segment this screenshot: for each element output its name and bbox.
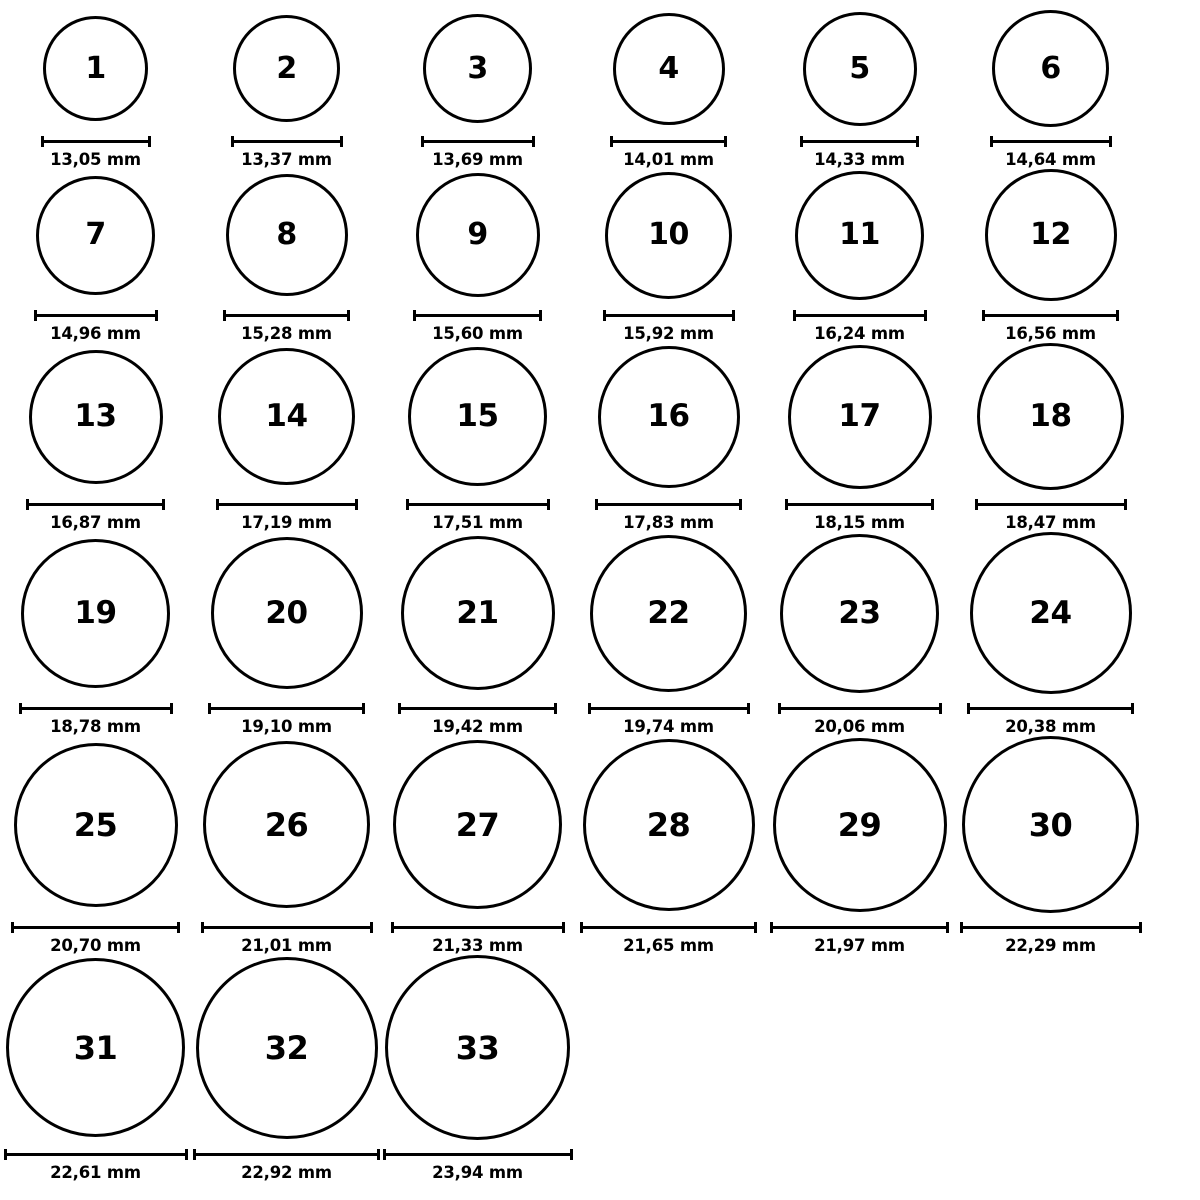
diameter-label: 18,15 mm bbox=[814, 513, 905, 532]
ring-circle-wrap bbox=[977, 343, 1124, 490]
measure-bar-icon bbox=[398, 703, 557, 713]
ring-size-cell[interactable] bbox=[0, 343, 191, 532]
diameter-label: 17,51 mm bbox=[432, 513, 523, 532]
diameter-label: 16,56 mm bbox=[1005, 324, 1096, 343]
ring-circle-wrap bbox=[605, 169, 732, 301]
diameter-label: 18,78 mm bbox=[50, 717, 141, 736]
ring-size-number: 4 bbox=[658, 50, 679, 86]
diameter-label: 19,42 mm bbox=[432, 717, 523, 736]
diameter-label: 22,92 mm bbox=[241, 1163, 332, 1182]
measure-bar-icon bbox=[595, 499, 742, 509]
ring-circle-wrap bbox=[43, 10, 148, 127]
ring-circle bbox=[233, 15, 340, 122]
ring-circle bbox=[590, 535, 747, 692]
diameter-measure bbox=[960, 922, 1142, 955]
diameter-label: 21,97 mm bbox=[814, 936, 905, 955]
ring-size-number: 6 bbox=[1040, 50, 1061, 86]
ring-size-cell[interactable] bbox=[955, 169, 1146, 343]
ring-size-cell[interactable] bbox=[0, 736, 191, 955]
measure-bar-icon bbox=[216, 499, 358, 509]
ring-circle-wrap bbox=[408, 343, 547, 490]
ring-circle-wrap bbox=[795, 169, 924, 301]
diameter-label: 20,38 mm bbox=[1005, 717, 1096, 736]
ring-circle bbox=[985, 169, 1117, 301]
ring-circle bbox=[393, 740, 562, 909]
ring-circle bbox=[598, 346, 740, 488]
ring-size-number: 17 bbox=[838, 398, 881, 434]
ring-size-number: 19 bbox=[74, 594, 117, 631]
ring-circle-wrap bbox=[583, 736, 755, 913]
measure-bar-icon bbox=[778, 703, 942, 713]
measure-bar-icon bbox=[967, 703, 1134, 713]
ring-size-cell[interactable] bbox=[955, 532, 1146, 736]
ring-size-cell[interactable] bbox=[955, 343, 1146, 532]
measure-bar-icon bbox=[580, 922, 757, 932]
diameter-label: 15,60 mm bbox=[432, 324, 523, 343]
diameter-measure bbox=[11, 922, 180, 955]
ring-circle-wrap bbox=[401, 532, 555, 694]
ring-circle-wrap bbox=[788, 343, 932, 490]
ring-circle bbox=[43, 16, 148, 121]
ring-size-number: 18 bbox=[1029, 398, 1072, 434]
ring-size-cell[interactable] bbox=[191, 343, 382, 532]
ring-circle-wrap bbox=[803, 10, 917, 127]
diameter-label: 15,28 mm bbox=[241, 324, 332, 343]
ring-circle bbox=[226, 174, 348, 296]
diameter-measure bbox=[193, 1149, 380, 1182]
ring-size-number: 22 bbox=[647, 594, 690, 631]
ring-circle bbox=[211, 537, 363, 689]
diameter-measure bbox=[990, 136, 1112, 169]
ring-size-number: 2 bbox=[276, 50, 297, 86]
measure-bar-icon bbox=[223, 310, 350, 320]
ring-circle bbox=[36, 176, 155, 295]
ring-circle-wrap bbox=[233, 10, 340, 127]
ring-circle bbox=[970, 532, 1132, 694]
size-row bbox=[0, 532, 1200, 736]
ring-circle-wrap bbox=[992, 10, 1109, 127]
measure-bar-icon bbox=[982, 310, 1119, 320]
ring-circle-wrap bbox=[29, 343, 163, 490]
diameter-measure bbox=[793, 310, 927, 343]
diameter-measure bbox=[580, 922, 757, 955]
size-row bbox=[0, 955, 1200, 1182]
diameter-measure bbox=[208, 703, 365, 736]
diameter-measure bbox=[800, 136, 919, 169]
diameter-measure bbox=[201, 922, 373, 955]
ring-circle-wrap bbox=[613, 10, 725, 127]
ring-size-number: 25 bbox=[73, 805, 118, 844]
diameter-label: 13,69 mm bbox=[432, 150, 523, 169]
ring-circle-wrap bbox=[203, 736, 370, 913]
ring-size-number: 26 bbox=[264, 805, 309, 844]
ring-circle bbox=[977, 343, 1124, 490]
ring-size-cell[interactable] bbox=[382, 532, 573, 736]
diameter-measure bbox=[785, 499, 934, 532]
diameter-label: 15,92 mm bbox=[623, 324, 714, 343]
ring-circle bbox=[788, 345, 932, 489]
diameter-measure bbox=[34, 310, 158, 343]
diameter-label: 14,01 mm bbox=[623, 150, 714, 169]
ring-size-cell[interactable] bbox=[573, 343, 764, 532]
ring-circle-wrap bbox=[416, 169, 540, 301]
measure-bar-icon bbox=[990, 136, 1112, 146]
ring-circle-wrap bbox=[196, 955, 378, 1140]
diameter-label: 18,47 mm bbox=[1005, 513, 1096, 532]
ring-size-cell[interactable] bbox=[0, 532, 191, 736]
ring-size-number: 24 bbox=[1029, 594, 1072, 631]
diameter-label: 13,37 mm bbox=[241, 150, 332, 169]
measure-bar-icon bbox=[793, 310, 927, 320]
ring-size-number: 21 bbox=[456, 594, 499, 631]
ring-size-cell[interactable] bbox=[382, 736, 573, 955]
measure-bar-icon bbox=[383, 1149, 573, 1159]
measure-bar-icon bbox=[770, 922, 949, 932]
ring-size-number: 14 bbox=[265, 398, 308, 434]
ring-circle-wrap bbox=[773, 736, 947, 913]
measure-bar-icon bbox=[26, 499, 165, 509]
measure-bar-icon bbox=[19, 703, 173, 713]
size-row bbox=[0, 736, 1200, 955]
size-row bbox=[0, 169, 1200, 343]
diameter-label: 21,33 mm bbox=[432, 936, 523, 955]
measure-bar-icon bbox=[34, 310, 158, 320]
ring-circle-wrap bbox=[14, 736, 178, 913]
diameter-measure bbox=[41, 136, 151, 169]
ring-size-cell[interactable] bbox=[191, 736, 382, 955]
size-row bbox=[0, 343, 1200, 532]
ring-size-cell[interactable] bbox=[382, 343, 573, 532]
diameter-measure bbox=[398, 703, 557, 736]
ring-size-number: 8 bbox=[276, 217, 297, 252]
diameter-measure bbox=[413, 310, 542, 343]
ring-circle bbox=[583, 739, 755, 911]
ring-size-number: 16 bbox=[647, 398, 690, 434]
diameter-measure bbox=[770, 922, 949, 955]
ring-size-number: 33 bbox=[455, 1028, 500, 1067]
ring-size-cell[interactable] bbox=[0, 10, 191, 169]
ring-size-number: 7 bbox=[85, 217, 106, 252]
size-row bbox=[0, 10, 1200, 169]
measure-bar-icon bbox=[201, 922, 373, 932]
ring-circle-wrap bbox=[6, 955, 185, 1140]
ring-size-cell[interactable] bbox=[764, 343, 955, 532]
diameter-measure bbox=[975, 499, 1127, 532]
ring-circle bbox=[218, 348, 355, 485]
measure-bar-icon bbox=[413, 310, 542, 320]
diameter-measure bbox=[391, 922, 565, 955]
measure-bar-icon bbox=[800, 136, 919, 146]
ring-circle bbox=[773, 738, 947, 912]
ring-size-cell[interactable] bbox=[0, 169, 191, 343]
diameter-label: 17,83 mm bbox=[623, 513, 714, 532]
measure-bar-icon bbox=[603, 310, 735, 320]
diameter-label: 21,01 mm bbox=[241, 936, 332, 955]
diameter-label: 16,24 mm bbox=[814, 324, 905, 343]
ring-circle-wrap bbox=[36, 169, 155, 301]
measure-bar-icon bbox=[588, 703, 750, 713]
ring-size-number: 15 bbox=[456, 398, 499, 434]
ring-size-number: 29 bbox=[837, 805, 882, 844]
diameter-label: 17,19 mm bbox=[241, 513, 332, 532]
ring-size-number: 5 bbox=[849, 50, 870, 86]
diameter-measure bbox=[595, 499, 742, 532]
diameter-label: 23,94 mm bbox=[432, 1163, 523, 1182]
ring-size-cell[interactable] bbox=[955, 736, 1146, 955]
ring-size-cell[interactable] bbox=[573, 169, 764, 343]
ring-size-cell[interactable] bbox=[382, 955, 573, 1182]
ring-size-cell[interactable] bbox=[0, 955, 191, 1182]
ring-circle bbox=[408, 347, 547, 486]
diameter-measure bbox=[231, 136, 343, 169]
diameter-measure bbox=[610, 136, 727, 169]
ring-size-cell[interactable] bbox=[191, 532, 382, 736]
ring-circle bbox=[605, 172, 732, 299]
ring-circle bbox=[992, 10, 1109, 127]
ring-circle bbox=[385, 955, 570, 1140]
diameter-measure bbox=[4, 1149, 188, 1182]
ring-circle-wrap bbox=[985, 169, 1117, 301]
diameter-measure bbox=[26, 499, 165, 532]
diameter-measure bbox=[588, 703, 750, 736]
ring-circle bbox=[203, 741, 370, 908]
diameter-measure bbox=[603, 310, 735, 343]
measure-bar-icon bbox=[785, 499, 934, 509]
ring-size-cell[interactable] bbox=[191, 10, 382, 169]
measure-bar-icon bbox=[975, 499, 1127, 509]
diameter-measure bbox=[406, 499, 550, 532]
measure-bar-icon bbox=[4, 1149, 188, 1159]
diameter-label: 22,29 mm bbox=[1005, 936, 1096, 955]
ring-circle bbox=[196, 957, 378, 1139]
diameter-measure bbox=[383, 1149, 573, 1182]
measure-bar-icon bbox=[960, 922, 1142, 932]
measure-bar-icon bbox=[391, 922, 565, 932]
diameter-label: 22,61 mm bbox=[50, 1163, 141, 1182]
ring-size-cell[interactable] bbox=[573, 532, 764, 736]
diameter-label: 19,10 mm bbox=[241, 717, 332, 736]
ring-circle-wrap bbox=[590, 532, 747, 694]
ring-size-number: 32 bbox=[264, 1028, 309, 1067]
diameter-label: 13,05 mm bbox=[50, 150, 141, 169]
ring-circle-wrap bbox=[385, 955, 570, 1140]
measure-bar-icon bbox=[231, 136, 343, 146]
ring-size-number: 20 bbox=[265, 594, 308, 631]
diameter-measure bbox=[421, 136, 535, 169]
ring-circle bbox=[6, 958, 185, 1137]
ring-size-number: 1 bbox=[85, 50, 106, 86]
measure-bar-icon bbox=[41, 136, 151, 146]
ring-circle-wrap bbox=[211, 532, 363, 694]
measure-bar-icon bbox=[406, 499, 550, 509]
ring-circle bbox=[795, 171, 924, 300]
ring-circle bbox=[613, 13, 725, 125]
ring-size-number: 12 bbox=[1030, 217, 1071, 252]
measure-bar-icon bbox=[193, 1149, 380, 1159]
ring-circle bbox=[416, 173, 540, 297]
measure-bar-icon bbox=[208, 703, 365, 713]
ring-circle-wrap bbox=[780, 532, 939, 694]
diameter-label: 20,06 mm bbox=[814, 717, 905, 736]
ring-circle bbox=[401, 536, 555, 690]
ring-circle-wrap bbox=[423, 10, 532, 127]
diameter-label: 14,33 mm bbox=[814, 150, 905, 169]
ring-circle-wrap bbox=[598, 343, 740, 490]
diameter-measure bbox=[19, 703, 173, 736]
measure-bar-icon bbox=[421, 136, 535, 146]
ring-size-cell[interactable] bbox=[764, 169, 955, 343]
ring-size-number: 13 bbox=[74, 398, 117, 434]
ring-size-number: 28 bbox=[646, 805, 691, 844]
ring-circle bbox=[21, 539, 170, 688]
ring-circle bbox=[423, 14, 532, 123]
ring-size-number: 11 bbox=[839, 217, 880, 252]
diameter-label: 19,74 mm bbox=[623, 717, 714, 736]
ring-circle-wrap bbox=[962, 736, 1139, 913]
ring-circle-wrap bbox=[21, 532, 170, 694]
diameter-measure bbox=[223, 310, 350, 343]
measure-bar-icon bbox=[610, 136, 727, 146]
diameter-label: 21,65 mm bbox=[623, 936, 714, 955]
diameter-measure bbox=[216, 499, 358, 532]
ring-size-cell[interactable] bbox=[382, 169, 573, 343]
ring-size-number: 30 bbox=[1028, 805, 1073, 844]
ring-size-cell[interactable] bbox=[573, 10, 764, 169]
ring-size-number: 3 bbox=[467, 50, 488, 86]
ring-size-cell[interactable] bbox=[573, 736, 764, 955]
ring-circle bbox=[962, 736, 1139, 913]
ring-size-number: 27 bbox=[455, 805, 500, 844]
ring-circle bbox=[29, 350, 163, 484]
diameter-measure bbox=[982, 310, 1119, 343]
diameter-label: 14,96 mm bbox=[50, 324, 141, 343]
measure-bar-icon bbox=[11, 922, 180, 932]
ring-size-cell[interactable] bbox=[382, 10, 573, 169]
ring-size-number: 31 bbox=[73, 1028, 118, 1067]
ring-size-cell[interactable] bbox=[764, 532, 955, 736]
ring-circle bbox=[14, 743, 178, 907]
ring-size-cell[interactable] bbox=[764, 10, 955, 169]
diameter-label: 16,87 mm bbox=[50, 513, 141, 532]
ring-circle-wrap bbox=[393, 736, 562, 913]
ring-size-cell[interactable] bbox=[191, 169, 382, 343]
ring-circle bbox=[780, 534, 939, 693]
diameter-label: 14,64 mm bbox=[1005, 150, 1096, 169]
ring-circle-wrap bbox=[970, 532, 1132, 694]
ring-circle bbox=[803, 12, 917, 126]
ring-size-number: 10 bbox=[648, 217, 689, 252]
ring-size-cell[interactable] bbox=[764, 736, 955, 955]
ring-size-number: 23 bbox=[838, 594, 881, 631]
diameter-measure bbox=[778, 703, 942, 736]
ring-size-cell[interactable] bbox=[955, 10, 1146, 169]
ring-circle-wrap bbox=[226, 169, 348, 301]
ring-size-number: 9 bbox=[467, 217, 488, 252]
ring-circle-wrap bbox=[218, 343, 355, 490]
ring-size-cell[interactable] bbox=[191, 955, 382, 1182]
diameter-measure bbox=[967, 703, 1134, 736]
diameter-label: 20,70 mm bbox=[50, 936, 141, 955]
